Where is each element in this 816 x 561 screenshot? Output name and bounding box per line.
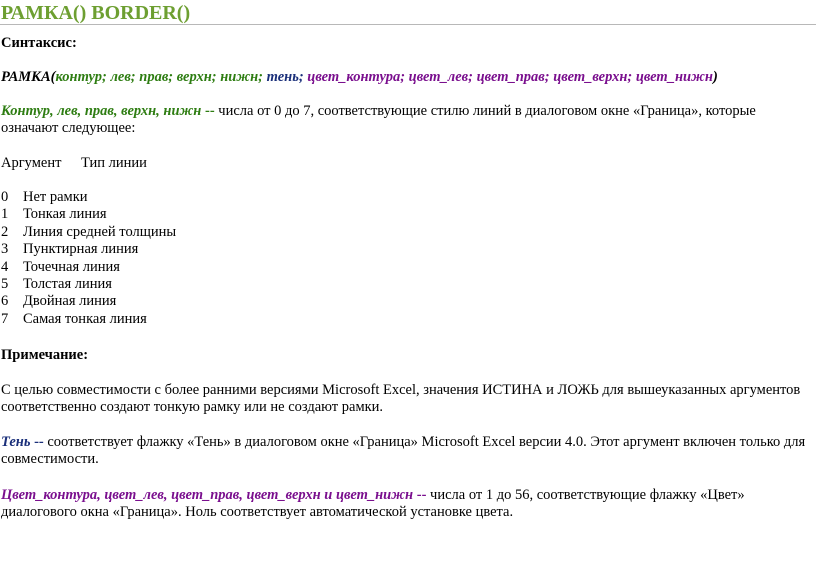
syntax-args-color: цвет_контура; цвет_лев; цвет_прав; цвет_верхн; цвет_нижн	[307, 69, 713, 85]
syntax-arg-shadow: тень;	[266, 69, 304, 85]
row-number: 5	[1, 275, 9, 292]
row-number: 0	[1, 189, 9, 205]
color-term: Цвет_контура, цвет_лев, цвет_прав, цвет_верхн и цвет_нижн	[1, 487, 414, 503]
table-row	[1, 293, 176, 310]
table-row	[1, 259, 176, 276]
table-row	[1, 276, 176, 293]
title-divider	[0, 24, 816, 25]
contour-paragraph	[1, 103, 808, 137]
contour-dash: --	[204, 103, 215, 119]
row-label: Тонкая линия	[23, 206, 107, 223]
row-label: Двойная линия	[23, 293, 117, 310]
table-row	[1, 206, 176, 223]
table-header	[1, 155, 147, 172]
row-number: 2	[1, 223, 9, 240]
row-label: Самая тонкая линия	[23, 310, 147, 327]
table-row	[1, 224, 176, 241]
color-paragraph	[1, 487, 808, 521]
row-label: Точечная линия	[23, 258, 120, 275]
row-label: Толстая линия	[23, 275, 112, 292]
row-number: 4	[1, 258, 9, 275]
syntax-line	[1, 69, 808, 86]
note-heading: Примечание:	[1, 347, 89, 363]
syntax-close: )	[712, 69, 718, 85]
syntax-heading: Синтаксис:	[1, 35, 77, 51]
header-argument: Аргумент	[1, 155, 62, 171]
table-row	[1, 189, 176, 206]
line-type-list	[1, 189, 176, 328]
table-row	[1, 311, 176, 328]
shadow-paragraph	[1, 434, 808, 468]
note-paragraph: С целью совместимости с более ранними версиями Microsoft Excel, значения ИСТИНА и ЛОЖЬ для вышеуказанных аргументов соответственно создают тонкую рамку или не создают рамки.	[1, 382, 801, 415]
contour-text: числа от 0 до 7, соответствующие стилю линий в диалоговом окне «Граница», которые означают следующее:	[1, 103, 756, 136]
line-type-table	[1, 155, 147, 172]
header-line-type: Тип линии	[81, 155, 147, 171]
syntax-function: РАМКА(	[1, 69, 56, 85]
shadow-text: соответствует флажку «Тень» в диалоговом окне «Граница» Microsoft Excel версии 4.0. Этот аргумент включен только для совместимости.	[1, 434, 806, 467]
table-row	[1, 241, 176, 258]
shadow-term: Тень	[1, 434, 31, 450]
color-text: числа от 1 до 56, соответствующие флажку «Цвет» диалогового окна «Граница». Ноль соответствует автоматической установке цвета.	[1, 487, 745, 520]
row-number: 1	[1, 206, 9, 223]
page-title: РАМКА() BORDER()	[1, 2, 191, 24]
shadow-dash: --	[34, 434, 44, 450]
row-label: Линия средней толщины	[23, 223, 177, 240]
row-number: 6	[1, 293, 9, 310]
row-label: Нет рамки	[23, 189, 88, 205]
row-label: Пунктирная линия	[23, 241, 139, 258]
row-number: 7	[1, 310, 9, 327]
row-number: 3	[1, 241, 9, 258]
color-dash: --	[416, 487, 427, 503]
syntax-args-contour: контур; лев; прав; верхн; нижн;	[55, 69, 264, 85]
contour-term: Контур, лев, прав, верхн, нижн	[1, 103, 202, 119]
